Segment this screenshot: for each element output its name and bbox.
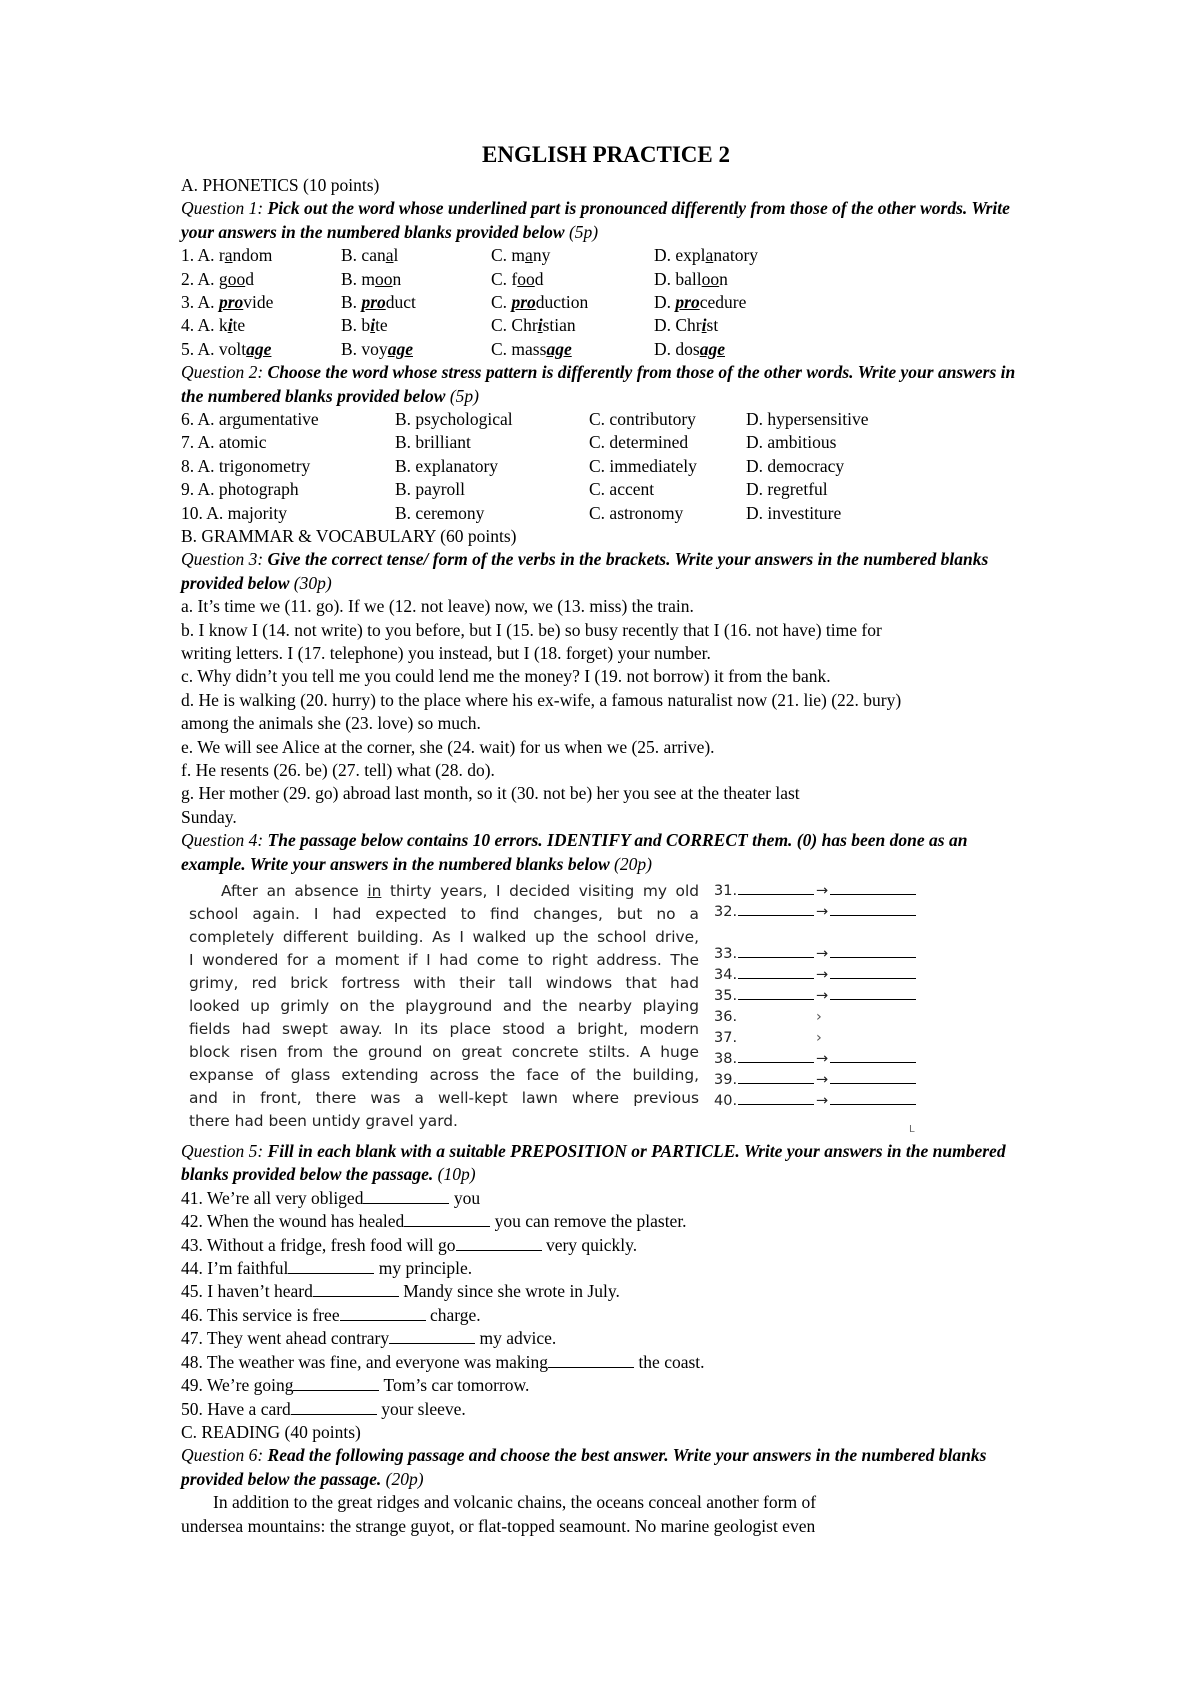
option <box>341 268 491 291</box>
answer-blank <box>738 1069 814 1084</box>
option: B. brilliant <box>395 432 471 453</box>
underlined-part: a <box>224 245 233 266</box>
underlined-part: age <box>246 338 272 359</box>
sentence-line: among the animals she (23. love) so much. <box>181 713 481 734</box>
answer-number: 40. <box>714 1093 738 1110</box>
answer-number: 32. <box>714 904 738 921</box>
answer-number: 35. <box>714 988 738 1005</box>
option <box>654 338 894 361</box>
item-text: my advice. <box>475 1328 557 1349</box>
option-text: C. Chr <box>491 315 538 336</box>
answer-number: 39. <box>714 1072 738 1089</box>
answer-row <box>714 985 916 1008</box>
correction-blank <box>830 901 916 916</box>
option-text: stian <box>542 315 576 336</box>
underlined-part: a <box>385 245 394 266</box>
stray-mark: L <box>909 1124 915 1136</box>
fill-item <box>181 1234 1031 1257</box>
arrow: › <box>816 1009 822 1026</box>
item-text: 50. Have a card <box>181 1398 291 1419</box>
option: B. payroll <box>395 479 465 500</box>
answer-row <box>714 1069 916 1092</box>
fill-item <box>181 1257 1031 1280</box>
item-text: 44. I’m faithful <box>181 1258 289 1279</box>
option-text: n <box>392 268 402 289</box>
answer-blank <box>738 985 814 1000</box>
option-row <box>181 408 1031 431</box>
option-text: D. Chr <box>654 315 702 336</box>
passage-line: After an absence in thirty years, I decided visiting my old <box>221 882 699 901</box>
answer-number: 34. <box>714 967 738 984</box>
option <box>341 338 491 361</box>
option <box>181 244 341 267</box>
answer-row <box>714 901 916 924</box>
item-text: you <box>449 1187 481 1208</box>
underlined-part: i <box>537 315 543 336</box>
option <box>491 268 654 291</box>
option: C. immediately <box>589 455 697 476</box>
arrow: → <box>816 988 829 1005</box>
option-text: 5. A. volt <box>181 338 247 359</box>
option: C. determined <box>589 432 689 453</box>
option-text: te <box>375 315 388 336</box>
underlined-part: age <box>546 338 572 359</box>
error-passage <box>189 880 699 1133</box>
option-text: st <box>706 315 719 336</box>
arrow: → <box>816 946 829 963</box>
fill-blank <box>389 1329 475 1344</box>
answer-blank <box>738 1048 814 1063</box>
option <box>654 244 894 267</box>
fill-blank <box>313 1282 399 1297</box>
answer-number: 31. <box>714 883 738 900</box>
fill-item <box>181 1351 1031 1374</box>
sentence-line: d. He is walking (20. hurry) to the place where his ex-wife, a famous naturalist now (21. lie) (22. bury) <box>181 689 902 710</box>
item-text: 43. Without a fridge, fresh food will go <box>181 1234 456 1255</box>
option-text: D. <box>654 292 676 312</box>
passage-line: completely different building. As I walked up the school drive, <box>189 928 699 947</box>
arrow: → <box>816 1051 829 1068</box>
option: D. investiture <box>746 502 842 523</box>
option-row <box>181 431 1031 454</box>
correction-blank <box>830 964 916 979</box>
passage-line: school again. I had expected to find changes, but no a <box>189 905 699 924</box>
item-text: Mandy since she wrote in July. <box>398 1281 620 1302</box>
question-5-instruction: Question 5: Fill in each blank with a suitable PREPOSITION or PARTICLE. Write your answers in the numbered blanks provided below the passage. (10p) <box>181 1141 1006 1185</box>
question-1-options <box>181 244 1031 361</box>
sentence-line: writing letters. I (17. telephone) you instead, but I (18. forget) your number. <box>181 642 711 663</box>
answer-number: 36. <box>714 1009 738 1026</box>
option: D. ambitious <box>746 432 837 453</box>
option-text: D. ball <box>654 268 702 289</box>
underlined-part: age <box>387 338 413 359</box>
option-row <box>181 478 1031 501</box>
option <box>181 338 341 361</box>
option-text: B. m <box>341 268 376 289</box>
item-text: 46. This service is free <box>181 1304 340 1325</box>
question-6-instruction: Question 6: Read the following passage and choose the best answer. Write your answers in the numbered blanks provided below the passage. (20p) <box>181 1445 987 1489</box>
answer-blank <box>738 1027 814 1042</box>
option-text: D. expl <box>654 245 706 266</box>
answer-number: 33. <box>714 946 738 963</box>
document-page <box>181 140 1031 1538</box>
option-text: D. dos <box>654 338 700 359</box>
fill-blank <box>340 1306 426 1321</box>
option: C. contributory <box>589 408 696 429</box>
item-text: charge. <box>425 1304 481 1325</box>
item-text: your sleeve. <box>376 1398 466 1419</box>
item-text: 45. I haven’t heard <box>181 1281 313 1302</box>
option: 10. A. majority <box>181 502 287 523</box>
fill-blank <box>404 1212 490 1227</box>
correction-blank <box>824 1006 910 1021</box>
option-row <box>181 502 1031 525</box>
question-3-sentences <box>181 595 1031 829</box>
option-text: B. <box>341 292 362 312</box>
option-text: 3. A. <box>181 292 219 312</box>
correction-blank <box>830 985 916 1000</box>
option: 9. A. photograph <box>181 479 299 500</box>
underlined-part: oo <box>517 268 535 289</box>
option <box>491 244 654 267</box>
item-text: you can remove the plaster. <box>490 1211 687 1232</box>
sentence-line: Sunday. <box>181 806 237 827</box>
option: B. psychological <box>395 408 513 429</box>
fill-blank <box>293 1376 379 1391</box>
sentence-line: b. I know I (14. not write) to you before, but I (15. be) so busy recently that I (16. not have) time for <box>181 619 882 640</box>
option-text: l <box>393 245 399 266</box>
underlined-part: i <box>701 315 707 336</box>
item-text: 47. They went ahead contrary <box>181 1328 390 1349</box>
item-text: the coast. <box>634 1351 705 1372</box>
section-b-heading: B. GRAMMAR & VOCABULARY (60 points) <box>181 525 517 546</box>
option-text: duction <box>535 292 589 312</box>
example-error-word: in <box>367 882 382 901</box>
passage-line: expanse of glass extending across the face of the building, <box>189 1066 699 1085</box>
item-text: 42. When the wound has healed <box>181 1211 405 1232</box>
option <box>341 314 491 337</box>
arrow: → <box>816 967 829 984</box>
option-text: d <box>245 268 254 289</box>
option-text: 2. A. g <box>181 268 228 289</box>
option-text: B. can <box>341 245 386 266</box>
option <box>654 314 894 337</box>
passage-line: block risen from the ground on great concrete stilts. A huge <box>189 1043 699 1062</box>
option: C. accent <box>589 479 655 500</box>
passage-line: there had been untidy gravel yard. <box>189 1112 458 1131</box>
option-text: natory <box>713 245 759 266</box>
fill-item <box>181 1280 1031 1303</box>
passage-line: and in front, there was a well-kept lawn where previous <box>189 1089 699 1108</box>
correction-blank <box>830 1048 916 1063</box>
underlined-part: a <box>705 245 714 266</box>
underlined-part: a <box>525 245 533 266</box>
underlined-part: i <box>370 315 376 336</box>
error-correction-block <box>181 880 1031 1136</box>
arrow: → <box>816 1072 829 1089</box>
underlined-part: age <box>699 338 725 359</box>
passage-line: In addition to the great ridges and volcanic chains, the oceans conceal another form of <box>213 1492 817 1513</box>
underlined-part: oo <box>227 268 246 289</box>
option-text: ny <box>532 245 551 266</box>
underlined-part: oo <box>375 268 393 289</box>
arrow: → <box>816 1093 829 1110</box>
option-row <box>181 455 1031 478</box>
passage-line: fields had swept away. In its place stood a bright, modern <box>189 1020 699 1039</box>
answer-blank <box>738 1090 814 1105</box>
answer-row <box>714 1006 910 1029</box>
option-row <box>181 291 1031 314</box>
answer-row <box>714 880 916 903</box>
passage-line: undersea mountains: the strange guyot, or flat-topped seamount. No marine geologist even <box>181 1515 816 1536</box>
option-text: B. voy <box>341 338 388 359</box>
fill-item <box>181 1374 1031 1397</box>
option: 8. A. trigonometry <box>181 455 311 476</box>
option: 7. A. atomic <box>181 432 267 453</box>
option-row <box>181 268 1031 291</box>
fill-item <box>181 1327 1031 1350</box>
correction-blank <box>830 1069 916 1084</box>
answer-row <box>714 1090 916 1113</box>
item-text: 49. We’re going <box>181 1375 294 1396</box>
reading-passage <box>181 1491 1031 1538</box>
option: C. astronomy <box>589 502 684 523</box>
answer-number: 38. <box>714 1051 738 1068</box>
option-text: C. <box>491 292 512 312</box>
option <box>181 268 341 291</box>
question-1-instruction: Question 1: Pick out the word whose underlined part is pronounced differently from those of the other words. Write your answers in the numbered blanks provided below (5p) <box>181 198 1010 242</box>
option: 6. A. argumentative <box>181 408 319 429</box>
correction-blank <box>830 943 916 958</box>
arrow: → <box>816 904 829 921</box>
option-row <box>181 338 1031 361</box>
passage-line: grimy, red brick fortress with their tall windows that had <box>189 974 699 993</box>
fill-blank <box>291 1400 377 1415</box>
fill-item <box>181 1187 1031 1210</box>
item-text: 41. We’re all very obliged <box>181 1187 364 1208</box>
fill-item <box>181 1398 1031 1421</box>
option-text: 1. A. r <box>181 245 225 266</box>
underlined-part: pro <box>218 292 244 312</box>
answer-row <box>714 1048 916 1071</box>
option: B. explanatory <box>395 455 499 476</box>
underlined-part: pro <box>361 292 386 312</box>
arrow: › <box>816 1030 822 1047</box>
sentence-line: f. He resents (26. be) (27. tell) what (28. do). <box>181 760 495 780</box>
option: D. democracy <box>746 455 845 476</box>
arrow: → <box>816 883 829 900</box>
fill-blank <box>288 1259 374 1274</box>
item-text: my principle. <box>374 1258 473 1279</box>
option <box>341 291 491 314</box>
option-text: te <box>232 315 246 336</box>
option <box>341 244 491 267</box>
option-row <box>181 244 1031 267</box>
option <box>491 338 654 361</box>
answer-blank <box>738 943 814 958</box>
answer-row <box>714 943 916 966</box>
option-text: n <box>719 268 728 289</box>
correction-blank <box>830 1090 916 1105</box>
option-text: C. f <box>491 268 518 289</box>
underlined-part: i <box>227 315 233 336</box>
fill-blank <box>456 1236 542 1251</box>
fill-blank <box>363 1189 449 1204</box>
answer-row <box>714 1027 910 1050</box>
option-text: duct <box>385 292 416 312</box>
question-4-instruction: Question 4: The passage below contains 10 errors. IDENTIFY and CORRECT them. (0) has been done as an example. Write your answers in the numbered blanks below (20p) <box>181 830 968 874</box>
underlined-part: oo <box>701 268 720 289</box>
option: B. ceremony <box>395 502 485 523</box>
question-3-instruction: Question 3: Give the correct tense/ form of the verbs in the brackets. Write your answers in the numbered blanks provided below (30p) <box>181 549 989 593</box>
question-2-options <box>181 408 1031 525</box>
sentence-line: g. Her mother (29. go) abroad last month, so it (30. not be) her you see at the theater last <box>181 783 800 804</box>
option-text: d <box>534 268 544 289</box>
passage-line: I wondered for a moment if I had come to right address. The <box>189 951 699 970</box>
answer-row <box>714 964 916 987</box>
option <box>491 314 654 337</box>
option-text: C. m <box>491 245 526 266</box>
correction-blank <box>830 880 916 895</box>
option-text: C. mass <box>491 338 547 359</box>
question-2-instruction: Question 2: Choose the word whose stress pattern is differently from those of the other words. Write your answers in the numbered blanks provided below (5p) <box>181 362 1016 406</box>
fill-item <box>181 1304 1031 1327</box>
option <box>491 291 654 314</box>
correction-blank <box>824 1027 910 1042</box>
option <box>181 314 341 337</box>
answer-blank <box>738 1006 814 1021</box>
option-text: 4. A. k <box>181 315 228 336</box>
question-5-items <box>181 1187 1031 1421</box>
section-a-heading: A. PHONETICS (10 points) <box>181 175 380 195</box>
section-c-heading: C. READING (40 points) <box>181 1421 361 1442</box>
page-title: ENGLISH PRACTICE 2 <box>482 142 730 167</box>
sentence-line: c. Why didn’t you tell me you could lend me the money? I (19. not borrow) it from the bank. <box>181 666 831 687</box>
option <box>654 268 894 291</box>
option <box>181 291 341 314</box>
option-text: cedure <box>699 292 747 312</box>
option-text: B. b <box>341 315 371 336</box>
underlined-part: pro <box>511 292 536 312</box>
fill-blank <box>548 1353 634 1368</box>
item-text: very quickly. <box>541 1234 638 1255</box>
sentence-line: a. It’s time we (11. go). If we (12. not leave) now, we (13. miss) the train. <box>181 596 694 617</box>
fill-item <box>181 1210 1031 1233</box>
option-text: ndom <box>232 245 273 266</box>
answer-blank <box>738 964 814 979</box>
option-text: vide <box>243 292 274 312</box>
option: D. regretful <box>746 479 828 500</box>
option: D. hypersensitive <box>746 408 869 429</box>
answer-blank <box>738 880 814 895</box>
item-text: Tom’s car tomorrow. <box>379 1375 530 1396</box>
underlined-part: pro <box>675 292 700 312</box>
option <box>654 291 894 314</box>
passage-line: looked up grimly on the playground and the nearby playing <box>189 997 699 1016</box>
item-text: 48. The weather was fine, and everyone was making <box>181 1351 549 1372</box>
sentence-line: e. We will see Alice at the corner, she (24. wait) for us when we (25. arrive). <box>181 736 715 757</box>
answer-blank <box>738 901 814 916</box>
option-row <box>181 314 1031 337</box>
answer-number: 37. <box>714 1030 738 1047</box>
